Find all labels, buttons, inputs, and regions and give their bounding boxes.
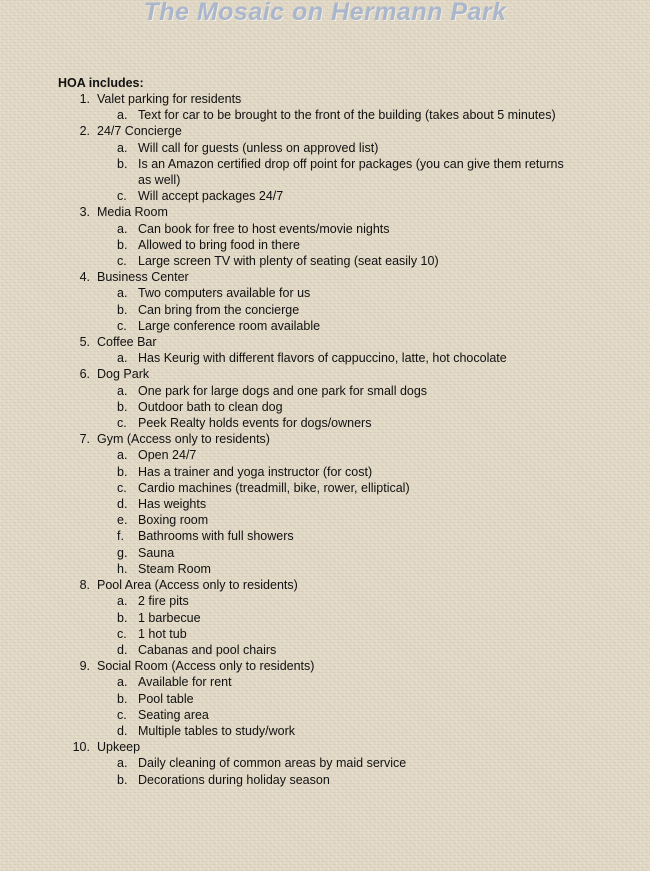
sub-list-item bbox=[97, 512, 580, 528]
sub-item-text: Multiple tables to study/work bbox=[138, 723, 296, 738]
sub-list-item bbox=[97, 350, 580, 366]
sub-list-item bbox=[97, 253, 580, 269]
sub-item-letter: b. bbox=[117, 237, 128, 252]
sub-list-item bbox=[97, 674, 580, 690]
item-number: 5. bbox=[79, 335, 90, 350]
sub-list-item bbox=[97, 723, 580, 739]
sub-list-item bbox=[97, 496, 580, 512]
list-item bbox=[0, 204, 650, 269]
sub-item-letter: b. bbox=[117, 302, 128, 317]
sub-item-text: Open 24/7 bbox=[138, 448, 197, 463]
sub-list bbox=[97, 383, 650, 432]
sub-list bbox=[97, 285, 650, 334]
item-number: 2. bbox=[79, 124, 90, 139]
sub-item-text: Will accept packages 24/7 bbox=[138, 189, 284, 204]
sub-list-item bbox=[97, 156, 580, 188]
list-item bbox=[0, 366, 650, 431]
sub-item-letter: e. bbox=[117, 513, 128, 528]
sub-item-text: Steam Room bbox=[138, 561, 211, 576]
sub-item-letter: a. bbox=[117, 675, 128, 690]
sub-item-letter: d. bbox=[117, 723, 128, 738]
sub-list-item bbox=[97, 464, 580, 480]
item-label: 24/7 Concierge bbox=[97, 124, 182, 139]
sub-item-text: Sauna bbox=[138, 545, 175, 560]
list-item bbox=[0, 123, 650, 204]
sub-item-text: Daily cleaning of common areas by maid service bbox=[138, 756, 407, 771]
list-item bbox=[0, 334, 650, 366]
sub-list-item bbox=[97, 447, 580, 463]
section-heading: HOA includes: bbox=[58, 76, 144, 90]
item-number: 1. bbox=[79, 92, 90, 106]
sub-item-text: Two computers available for us bbox=[138, 286, 311, 301]
sub-item-letter: a. bbox=[117, 383, 128, 398]
sub-item-text: Outdoor bath to clean dog bbox=[138, 399, 283, 414]
item-number: 6. bbox=[79, 367, 90, 382]
list-item bbox=[0, 577, 650, 658]
sub-list-item bbox=[97, 107, 580, 123]
sub-item-letter: a. bbox=[117, 351, 128, 366]
sub-list-item bbox=[97, 302, 580, 318]
list-item bbox=[0, 431, 650, 577]
sub-list-item bbox=[97, 691, 580, 707]
amenities-list bbox=[0, 91, 650, 788]
sub-item-letter: b. bbox=[117, 399, 128, 414]
sub-item-text: Can book for free to host events/movie nights bbox=[138, 221, 390, 236]
sub-item-text: Peek Realty holds events for dogs/owners bbox=[138, 416, 372, 431]
sub-list-item bbox=[97, 399, 580, 415]
item-label: Upkeep bbox=[97, 740, 141, 755]
item-number: 8. bbox=[79, 578, 90, 593]
sub-item-text: Cabanas and pool chairs bbox=[138, 642, 277, 657]
sub-item-text: Is an Amazon certified drop off point for packages (you can give them returns as well) bbox=[138, 156, 564, 188]
sub-item-text: 1 hot tub bbox=[138, 626, 187, 641]
item-number: 9. bbox=[79, 659, 90, 674]
item-label: Valet parking for residents bbox=[97, 92, 242, 106]
sub-item-text: Will call for guests (unless on approved list) bbox=[138, 140, 379, 155]
item-number: 4. bbox=[79, 270, 90, 285]
sub-item-text: Has weights bbox=[138, 497, 207, 512]
sub-list bbox=[97, 107, 650, 123]
sub-item-letter: a. bbox=[117, 221, 128, 236]
item-label: Media Room bbox=[97, 205, 168, 220]
item-label: Social Room (Access only to residents) bbox=[97, 659, 315, 674]
sub-list-item bbox=[97, 545, 580, 561]
sub-list-item bbox=[97, 593, 580, 609]
sub-item-text: Decorations during holiday season bbox=[138, 772, 330, 787]
item-number: 7. bbox=[79, 432, 90, 447]
sub-item-letter: c. bbox=[117, 707, 127, 722]
sub-list-item bbox=[97, 480, 580, 496]
sub-item-letter: f. bbox=[117, 529, 124, 544]
item-number: 3. bbox=[79, 205, 90, 220]
sub-item-letter: c. bbox=[117, 318, 127, 333]
item-number: 10. bbox=[72, 740, 90, 755]
sub-list-item bbox=[97, 285, 580, 301]
sub-list-item bbox=[97, 626, 580, 642]
sub-item-text: Allowed to bring food in there bbox=[138, 237, 300, 252]
sub-item-letter: b. bbox=[117, 691, 128, 706]
sub-item-text: Has Keurig with different flavors of cappuccino, latte, hot chocolate bbox=[138, 351, 507, 366]
sub-item-text: Has a trainer and yoga instructor (for cost) bbox=[138, 464, 373, 479]
list-item bbox=[0, 269, 650, 334]
sub-item-text: Bathrooms with full showers bbox=[138, 529, 294, 544]
sub-item-text: 1 barbecue bbox=[138, 610, 201, 625]
sub-list-item bbox=[97, 642, 580, 658]
list-item bbox=[0, 658, 650, 739]
sub-item-letter: a. bbox=[117, 286, 128, 301]
sub-item-letter: c. bbox=[117, 254, 127, 269]
sub-item-letter: d. bbox=[117, 497, 128, 512]
sub-item-letter: c. bbox=[117, 416, 127, 431]
sub-item-letter: g. bbox=[117, 545, 128, 560]
sub-item-letter: b. bbox=[117, 156, 128, 171]
sub-item-text: Boxing room bbox=[138, 513, 209, 528]
sub-list-item bbox=[97, 528, 580, 544]
sub-list-item bbox=[97, 707, 580, 723]
sub-list-item bbox=[97, 383, 580, 399]
sub-list bbox=[97, 447, 650, 577]
sub-item-text: Large conference room available bbox=[138, 318, 321, 333]
sub-item-letter: b. bbox=[117, 464, 128, 479]
sub-item-letter: b. bbox=[117, 610, 128, 625]
sub-list-item bbox=[97, 221, 580, 237]
sub-list bbox=[97, 593, 650, 658]
sub-item-text: Pool table bbox=[138, 691, 194, 706]
sub-list-item bbox=[97, 140, 580, 156]
sub-item-letter: a. bbox=[117, 756, 128, 771]
sub-list bbox=[97, 140, 650, 205]
sub-list bbox=[97, 674, 650, 739]
sub-item-text: Available for rent bbox=[138, 675, 232, 690]
sub-list-item bbox=[97, 772, 580, 788]
sub-item-text: Cardio machines (treadmill, bike, rower, elliptical) bbox=[138, 480, 410, 495]
document-title: The Mosaic on Hermann Park bbox=[143, 0, 507, 26]
item-label: Business Center bbox=[97, 270, 189, 285]
sub-item-letter: h. bbox=[117, 561, 128, 576]
sub-item-letter: b. bbox=[117, 772, 128, 787]
sub-list bbox=[97, 350, 650, 366]
sub-item-letter: c. bbox=[117, 189, 127, 204]
item-label: Pool Area (Access only to residents) bbox=[97, 578, 298, 593]
sub-item-letter: d. bbox=[117, 642, 128, 657]
item-label: Dog Park bbox=[97, 367, 150, 382]
sub-list-item bbox=[97, 610, 580, 626]
list-item bbox=[0, 91, 650, 123]
sub-item-text: Large screen TV with plenty of seating (seat easily 10) bbox=[138, 254, 439, 269]
sub-list-item bbox=[97, 188, 580, 204]
sub-item-text: One park for large dogs and one park for small dogs bbox=[138, 383, 428, 398]
sub-item-letter: c. bbox=[117, 626, 127, 641]
sub-item-letter: a. bbox=[117, 108, 128, 123]
sub-list bbox=[97, 755, 650, 787]
sub-item-text: Seating area bbox=[138, 707, 209, 722]
sub-item-text: 2 fire pits bbox=[138, 594, 189, 609]
sub-list-item bbox=[97, 415, 580, 431]
sub-list-item bbox=[97, 318, 580, 334]
sub-item-letter: a. bbox=[117, 594, 128, 609]
sub-item-text: Can bring from the concierge bbox=[138, 302, 300, 317]
item-label: Coffee Bar bbox=[97, 335, 157, 350]
sub-item-text: Text for car to be brought to the front of the building (takes about 5 minutes) bbox=[138, 108, 556, 123]
sub-list-item bbox=[97, 237, 580, 253]
sub-list bbox=[97, 221, 650, 270]
sub-list-item bbox=[97, 561, 580, 577]
list-item bbox=[0, 739, 650, 788]
sub-item-letter: a. bbox=[117, 448, 128, 463]
sub-item-letter: c. bbox=[117, 480, 127, 495]
sub-list-item bbox=[97, 755, 580, 771]
sub-item-letter: a. bbox=[117, 140, 128, 155]
item-label: Gym (Access only to residents) bbox=[97, 432, 270, 447]
